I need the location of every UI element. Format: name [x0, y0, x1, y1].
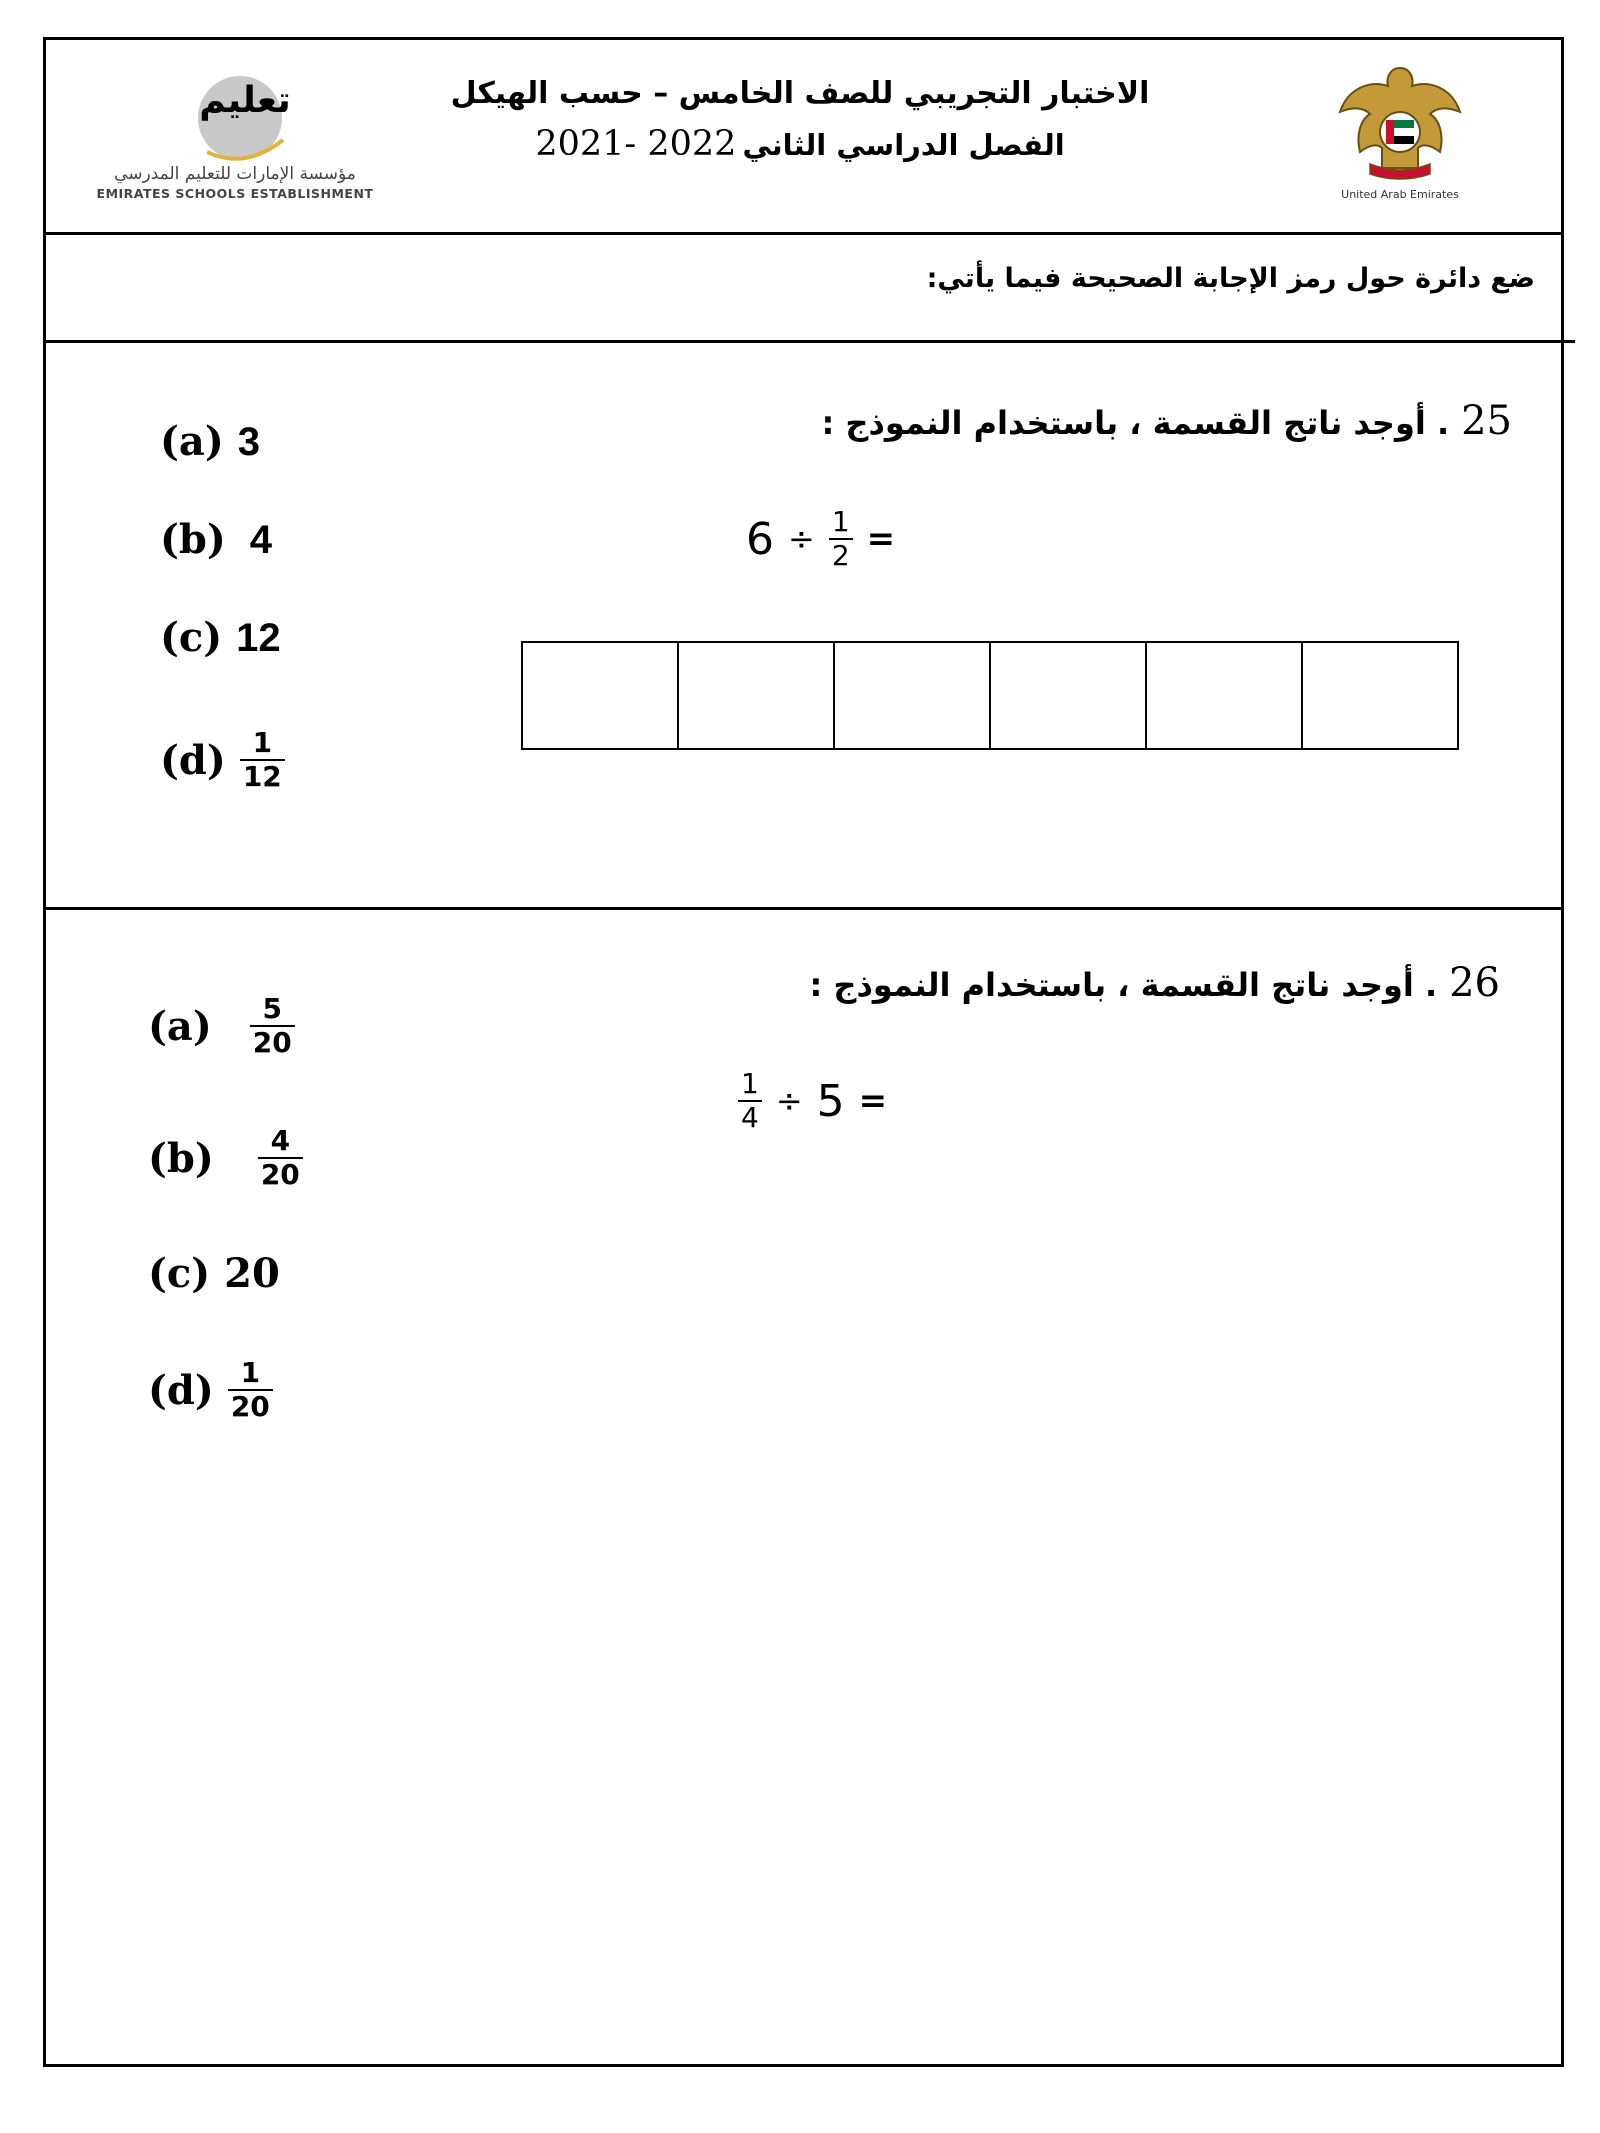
question-26-expression: [738, 1068, 887, 1134]
question-text: . أوجد ناتج القسمة ، باستخدام النموذج :: [809, 966, 1438, 1004]
model-cell: [1145, 641, 1303, 750]
option-label: (b): [148, 1134, 214, 1182]
option-label: (d): [148, 1366, 214, 1414]
fraction-numerator: 1: [240, 1356, 261, 1389]
option-value: 12: [236, 616, 281, 660]
model-cell: [989, 641, 1147, 750]
option-fraction: [250, 993, 295, 1059]
uae-emblem: [1330, 60, 1470, 205]
org-arabic-name: مؤسسة الإمارات للتعليم المدرسي: [114, 164, 356, 184]
taleem-word: تعليم: [199, 80, 291, 121]
q26-option-a[interactable]: [148, 993, 295, 1059]
option-value: 3: [237, 420, 260, 464]
model-cell: [677, 641, 835, 750]
divisor: 5: [816, 1075, 845, 1127]
q25-option-b[interactable]: [160, 516, 272, 563]
q25-option-a[interactable]: [160, 418, 260, 465]
question-divider: [43, 907, 1564, 910]
question-number: 26: [1449, 960, 1500, 1006]
option-value: 20: [224, 1250, 280, 1297]
fraction-denominator: 12: [240, 759, 285, 793]
fraction-denominator: 20: [250, 1025, 295, 1059]
divide-sign: ÷: [788, 520, 815, 559]
exam-title: الاختبار التجريبي للصف الخامس – حسب الهيكل: [450, 76, 1150, 111]
q25-option-c[interactable]: [160, 614, 281, 661]
semester-line: [440, 124, 1160, 164]
fraction-denominator: 4: [738, 1100, 762, 1134]
question-25-heading: [821, 398, 1512, 444]
option-fraction: [240, 727, 285, 793]
question-number: 25: [1461, 398, 1512, 444]
fraction-denominator: 2: [829, 538, 853, 572]
option-label: (b): [160, 516, 226, 563]
equals-sign: =: [858, 1081, 888, 1122]
emblem-caption: United Arab Emirates: [1341, 188, 1459, 201]
equals-sign: =: [866, 519, 896, 560]
falcon-emblem-icon: [1330, 60, 1470, 185]
dividend-fraction: [738, 1068, 762, 1134]
fraction-numerator: 1: [831, 505, 850, 538]
fraction-denominator: 20: [228, 1389, 273, 1423]
fraction-numerator: 4: [270, 1124, 291, 1157]
academic-year: 2021- 2022: [535, 124, 737, 164]
question-text: . أوجد ناتج القسمة ، باستخدام النموذج :: [821, 404, 1450, 442]
option-value: 4: [249, 518, 273, 562]
question-25-expression: [746, 506, 895, 572]
q26-option-d[interactable]: [148, 1357, 273, 1423]
instruction-divider: [43, 340, 1575, 343]
fraction-numerator: 1: [741, 1067, 759, 1100]
option-fraction: [258, 1125, 303, 1191]
option-fraction: [228, 1357, 273, 1423]
q26-option-b[interactable]: [148, 1125, 303, 1191]
option-label: (c): [160, 614, 223, 661]
ministry-education-logo: [95, 70, 375, 205]
option-label: (c): [148, 1250, 211, 1297]
question-26-heading: [809, 960, 1500, 1006]
model-cell: [521, 641, 679, 750]
q25-option-d[interactable]: [160, 727, 285, 793]
divide-sign: ÷: [775, 1082, 803, 1121]
semester-text: الفصل الدراسي الثاني: [742, 128, 1065, 162]
divisor-fraction: [829, 506, 853, 572]
dividend: 6: [746, 513, 774, 565]
model-cell: [833, 641, 991, 750]
fraction-numerator: 5: [262, 992, 282, 1025]
option-label: (a): [160, 418, 224, 465]
fraction-denominator: 20: [258, 1157, 303, 1191]
q26-option-c[interactable]: [148, 1250, 280, 1297]
instruction-text: ضع دائرة حول رمز الإجابة الصحيحة فيما يأتي:: [926, 263, 1535, 294]
fraction-numerator: 1: [252, 726, 273, 759]
option-label: (a): [148, 1002, 212, 1050]
org-english-name: EMIRATES SCHOOLS ESTABLISHMENT: [96, 186, 374, 201]
division-model: [521, 641, 1459, 750]
header-divider: [43, 232, 1564, 235]
option-label: (d): [160, 736, 226, 784]
model-cell: [1301, 641, 1459, 750]
